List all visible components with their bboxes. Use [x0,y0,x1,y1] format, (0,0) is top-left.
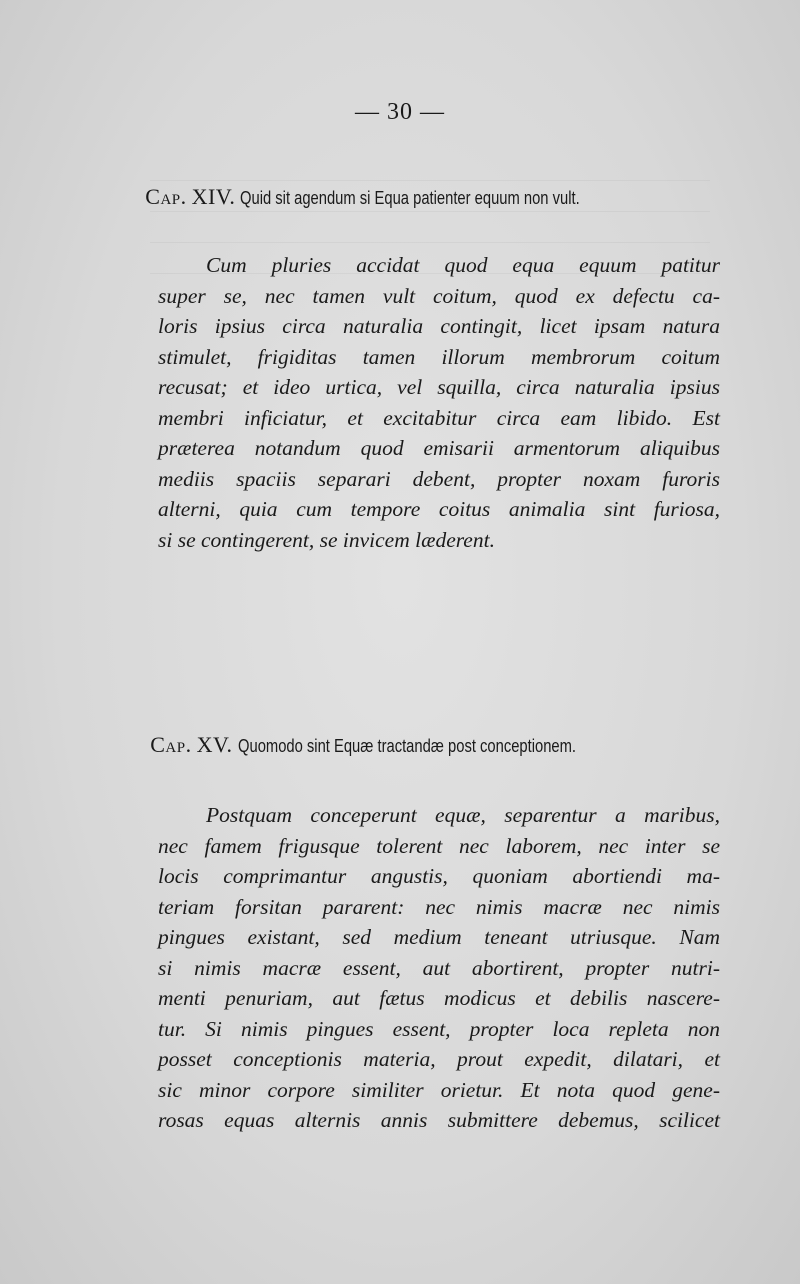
page-number: — 30 — [355,99,445,125]
text-line: recusat; et ideo urtica, vel squilla, circa naturalia ipsius [158,375,720,399]
text-line: membri inficiatur, et excitabitur circa eam libido. Est [158,405,720,430]
chapter-heading-xv [0,732,800,758]
chapter-xiv-body [158,250,720,555]
chapter-number: XIV. [191,184,236,209]
text-line: locis comprimantur angustis, quoniam abortiendi ma- [158,864,720,888]
chapter-title: Quid sit agendum si Equa patienter equum non vult. [240,188,581,208]
text-line: loris ipsius circa naturalia contingit, licet ipsam natura [158,314,720,338]
chapter-title: Quomodo sint Equæ tractandæ post conceptionem. [237,736,576,756]
text-line: stimulet, frigiditas tamen illorum membrorum coitum [158,344,720,369]
text-line: Postquam conceperunt equæ, separentur a maribus, [206,803,720,827]
text-line: pingues existant, sed medium teneant utriusque. Nam [158,925,720,949]
text-line: si nimis macræ essent, aut abortirent, propter nutri- [158,955,720,980]
text-line: si se contingerent, se invicem læderent. [158,527,495,552]
text-line: super se, nec tamen vult coitum, quod ex defectu ca- [158,283,720,308]
text-line: sic minor corpore similiter orietur. Et nota quod gene- [158,1077,720,1102]
text-line: tur. Si nimis pingues essent, propter loca repleta non [158,1016,720,1041]
chapter-label: Cap. [145,184,187,209]
text-line: rosas equas alternis annis submittere debemus, scilicet [158,1108,720,1132]
chapter-number: XV. [196,732,233,757]
text-line: posset conceptionis materia, prout expedit, dilatari, et [158,1047,720,1071]
text-line: teriam forsitan pararent: nec nimis macræ nec nimis [158,894,720,919]
text-line: menti penuriam, aut fætus modicus et debilis nascere- [158,986,720,1010]
text-line: nec famem frigusque tolerent nec laborem, nec inter se [158,833,720,858]
text-line: præterea notandum quod emisarii armentorum aliquibus [158,436,720,460]
text-line: mediis spaciis separari debent, propter noxam furoris [158,466,720,491]
text-line: Cum pluries accidat quod equa equum patitur [206,253,720,277]
text-line: alterni, quia cum tempore coitus animalia sint furiosa, [158,497,720,521]
chapter-heading-xiv [0,184,800,210]
chapter-label: Cap. [150,732,192,757]
chapter-xv-body [158,800,720,1136]
